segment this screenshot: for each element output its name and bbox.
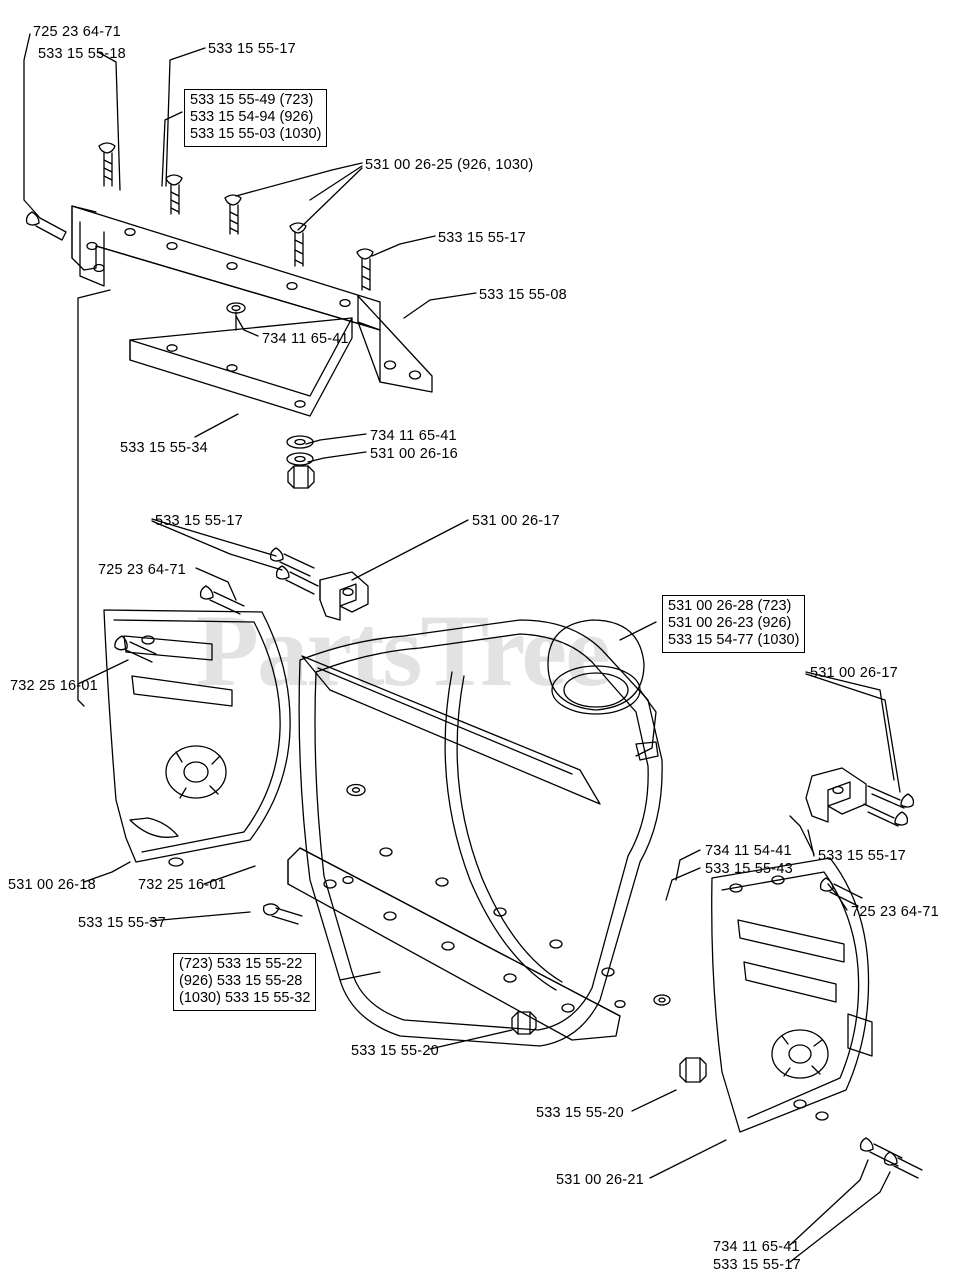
watermark: PartsTree (196, 594, 609, 708)
boxed-callout-top (184, 89, 327, 147)
boxed-line: 533 15 54-94 (926) (190, 109, 314, 125)
callout-734-11-65-41-bottom: 734 11 65-41 (713, 1239, 800, 1255)
callout-531-00-26-17-right: 531 00 26-17 (810, 665, 898, 681)
boxed-callout-beam (173, 953, 316, 1011)
callout-533-15-55-18: 533 15 55-18 (38, 46, 126, 62)
callout-734-11-65-41-washer: 734 11 65-41 (370, 428, 457, 444)
callout-531-00-26-21: 531 00 26-21 (556, 1172, 644, 1188)
boxed-line: (723) 533 15 55-22 (179, 956, 303, 972)
boxed-line: (926) 533 15 55-28 (179, 973, 303, 989)
boxed-callout-impeller (662, 595, 805, 653)
boxed-line: 531 00 26-28 (723) (668, 598, 792, 614)
callout-533-15-55-34: 533 15 55-34 (120, 440, 208, 456)
callout-533-15-55-17-top: 533 15 55-17 (208, 41, 296, 57)
callout-533-15-55-43: 533 15 55-43 (705, 861, 793, 877)
boxed-line: 533 15 55-03 (1030) (190, 126, 322, 142)
callout-533-15-55-17-rightbracket: 533 15 55-17 (818, 848, 906, 864)
callout-533-15-55-17-right: 533 15 55-17 (438, 230, 526, 246)
boxed-line: 531 00 26-23 (926) (668, 615, 792, 631)
callout-531-00-26-25: 531 00 26-25 (926, 1030) (365, 157, 534, 173)
callout-533-15-55-20-lower: 533 15 55-20 (536, 1105, 624, 1121)
callout-734-11-54-41: 734 11 54-41 (705, 843, 792, 859)
callout-725-23-64-71-right: 725 23 64-71 (851, 904, 939, 920)
callout-734-11-65-41-upper: 734 11 65-41 (262, 331, 349, 347)
boxed-line: (1030) 533 15 55-32 (179, 990, 311, 1006)
callout-533-15-55-20-upper: 533 15 55-20 (351, 1043, 439, 1059)
callout-533-15-55-17-bottom: 533 15 55-17 (713, 1257, 801, 1273)
callout-732-25-16-01-lower: 732 25 16-01 (138, 877, 226, 893)
callout-531-00-26-18: 531 00 26-18 (8, 877, 96, 893)
callout-533-15-55-08: 533 15 55-08 (479, 287, 567, 303)
callout-533-15-55-17-mid: 533 15 55-17 (155, 513, 243, 529)
callout-531-00-26-17-center: 531 00 26-17 (472, 513, 560, 529)
boxed-line: 533 15 55-49 (723) (190, 92, 314, 108)
callout-725-23-64-71-left: 725 23 64-71 (98, 562, 186, 578)
callout-533-15-55-37: 533 15 55-37 (78, 915, 166, 931)
callout-725-23-64-71-top: 725 23 64-71 (33, 24, 121, 40)
boxed-line: 533 15 54-77 (1030) (668, 632, 800, 648)
callout-531-00-26-16: 531 00 26-16 (370, 446, 458, 462)
callout-732-25-16-01-left: 732 25 16-01 (10, 678, 98, 694)
